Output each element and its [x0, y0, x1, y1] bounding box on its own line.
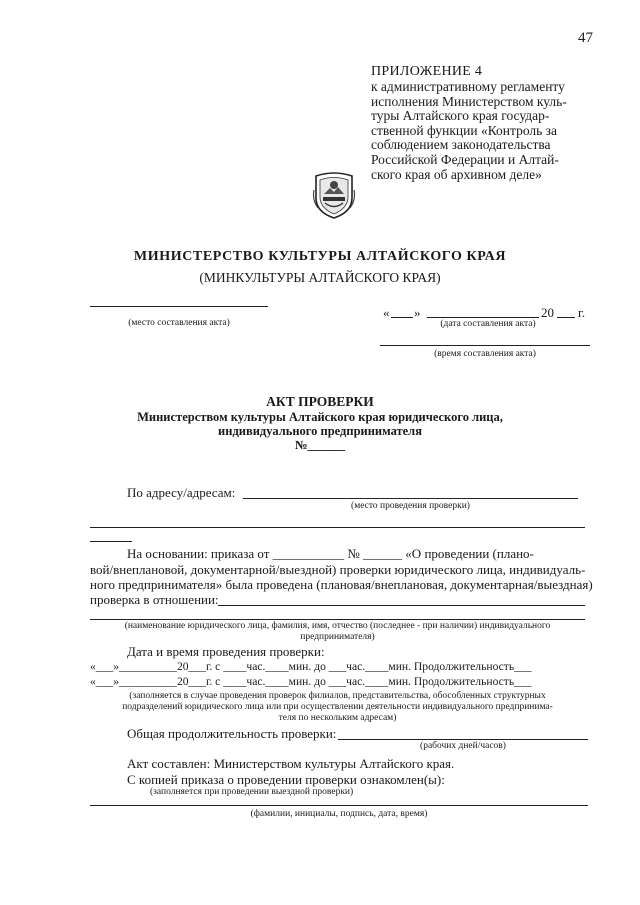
act-subtitle-line: индивидуального предпринимателя [218, 424, 422, 438]
act-title: АКТ ПРОВЕРКИ [266, 394, 374, 409]
copy-note: (заполняется при проведении выездной проверки) [150, 787, 354, 797]
drawn-up-text: Акт составлен: Министерством культуры Алтайского края. [127, 756, 455, 771]
basis-line: На основании: приказа от ___________ № ______ «О проведении (плано- [127, 546, 534, 561]
inspected-line[interactable] [218, 605, 585, 606]
address-line-3[interactable] [90, 541, 132, 542]
inspected-caption-1: (наименование юридического лица, фамилия, имя, отчество (последнее - при наличии) индивидуального [124, 621, 551, 631]
appendix-line: исполнения Министерством куль- [371, 93, 567, 109]
datetime-row[interactable]: «___»__________20___г. с ____час.____мин. до ___час.____мин. Продолжительность___ [90, 675, 532, 688]
inspected-label: проверка в отношении: [90, 592, 219, 607]
date-quote-close: » [414, 305, 421, 320]
appendix-line: ственной функции «Контроль за [371, 122, 558, 138]
address-line-2[interactable] [90, 527, 585, 528]
basis-line: вой/внеплановой, документарной/выездной) проверки юридического лица, индивидуаль- [90, 561, 586, 577]
basis-paragraph [90, 546, 593, 593]
datetime-caption-3: теля по нескольким адресам) [278, 713, 397, 723]
datetime-caption-2: подразделений юридического лица или при осуществлении деятельности индивидуального предпринима- [122, 702, 553, 712]
year-suffix: г. [578, 305, 586, 320]
duration-label: Общая продолжительность проверки: [127, 726, 337, 741]
act-subtitle-line: Министерством культуры Алтайского края юридического лица, [137, 410, 503, 424]
duration-caption: (рабочих дней/часов) [420, 741, 506, 751]
date-quote-open: « [383, 305, 390, 320]
address-label: По адресу/адресам: [127, 485, 236, 500]
appendix-line: соблюдением законодательства [371, 137, 551, 153]
datetime-row[interactable]: «___»__________20___г. с ____час.____мин. до ___час.____мин. Продолжительность___ [90, 660, 532, 673]
signature-caption: (фамилии, инициалы, подпись, дата, время) [250, 809, 428, 819]
time-line[interactable] [380, 345, 590, 346]
act-subtitle [0, 410, 640, 452]
date-month-line[interactable] [427, 317, 539, 318]
ministry-short-name: (МИНКУЛЬТУРЫ АЛТАЙСКОГО КРАЯ) [199, 270, 441, 285]
signature-line[interactable] [90, 805, 588, 806]
date-day-line[interactable] [391, 317, 413, 318]
act-number: №______ [294, 438, 346, 452]
time-caption: (время составления акта) [434, 349, 536, 359]
address-line[interactable] [243, 498, 578, 499]
date-caption: (дата составления акта) [440, 319, 536, 329]
place-line[interactable] [90, 306, 268, 307]
basis-line: ного предпринимателя» была проведена (плановая/внеплановая, документарная/выездная) [90, 577, 593, 592]
inspected-caption-2: предпринимателя) [300, 632, 375, 642]
ministry-name: МИНИСТЕРСТВО КУЛЬТУРЫ АЛТАЙСКОГО КРАЯ [133, 249, 507, 264]
datetime-label: Дата и время проведения проверки: [127, 644, 325, 659]
year-prefix: 20 [541, 305, 554, 320]
appendix-title: ПРИЛОЖЕНИЕ 4 [371, 64, 483, 79]
appendix-line: ского края об архивном деле» [371, 166, 542, 182]
appendix-line: Российской Федерации и Алтай- [371, 151, 559, 167]
copy-text: С копией приказа о проведении проверки ознакомлен(ы): [127, 772, 445, 787]
appendix-description [371, 80, 593, 182]
datetime-caption-1: (заполняется в случае проведения проверок филиалов, представительства, обособленных структурных [129, 691, 546, 701]
place-caption: (место составления акта) [128, 318, 230, 328]
date-year-line[interactable] [557, 317, 575, 318]
appendix-line: туры Алтайского края государ- [371, 108, 550, 124]
page-number: 47 [578, 30, 593, 46]
coat-of-arms-emblem [312, 170, 356, 220]
appendix-line: к административному регламенту [371, 79, 565, 94]
address-caption: (место проведения проверки) [351, 501, 470, 511]
duration-line[interactable] [338, 739, 588, 740]
inspected-line-2[interactable] [90, 619, 585, 620]
